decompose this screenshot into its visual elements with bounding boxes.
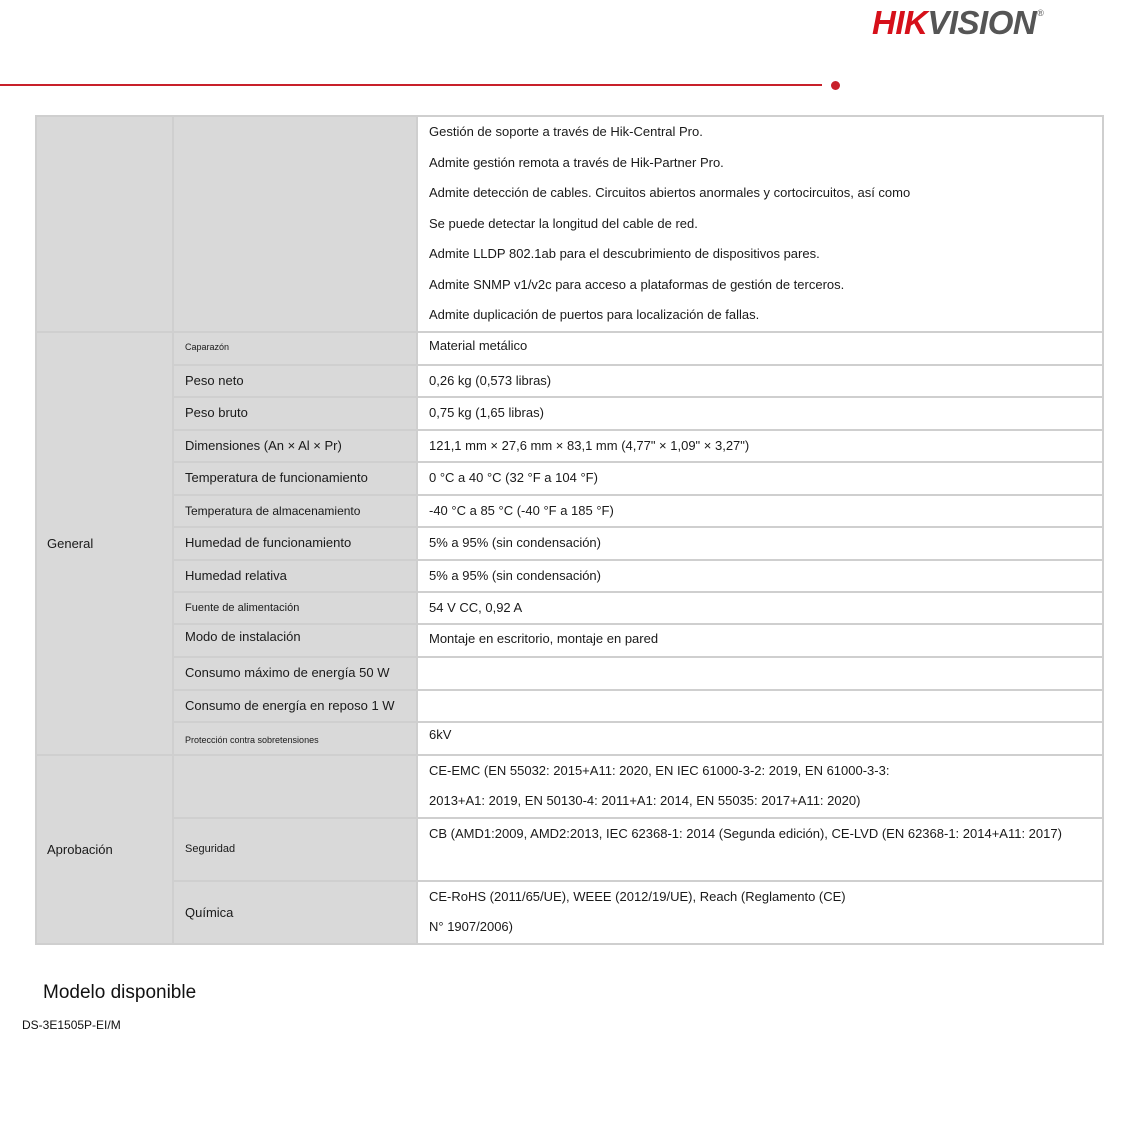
- spec-value: 54 V CC, 0,92 A: [417, 592, 1103, 624]
- spec-value: -40 °C a 85 °C (-40 °F a 185 °F): [417, 495, 1103, 527]
- spec-label: Humedad relativa: [173, 560, 417, 592]
- spec-value: 5% a 95% (sin condensación): [417, 527, 1103, 560]
- value-line: Admite LLDP 802.1ab para el descubrimiento de dispositivos pares.: [429, 246, 820, 261]
- spec-label: Humedad de funcionamiento: [173, 527, 417, 560]
- spec-label: Dimensiones (An × Al × Pr): [173, 430, 417, 462]
- value-line: Admite SNMP v1/v2c para acceso a plataformas de gestión de terceros.: [429, 276, 845, 292]
- value-line: Gestión de soporte a través de Hik-Central Pro.: [429, 124, 703, 139]
- spec-row: [36, 690, 1103, 722]
- spec-label: Peso neto: [173, 365, 417, 397]
- value-line: Admite duplicación de puertos para localización de fallas.: [429, 307, 760, 322]
- value-line: CE-EMC (EN 55032: 2015+A11: 2020, EN IEC 61000-3-2: 2019, EN 61000-3-3:: [429, 762, 890, 778]
- spec-label: Seguridad: [173, 818, 417, 881]
- spec-value: 5% a 95% (sin condensación): [417, 560, 1103, 592]
- value-line: N° 1907/2006): [429, 919, 513, 934]
- spec-row: [36, 495, 1103, 527]
- spec-row-management: [36, 116, 1103, 332]
- spec-value: 0 °C a 40 °C (32 °F a 104 °F): [417, 462, 1103, 495]
- header-rule-dot: [831, 81, 840, 90]
- spec-label: Química: [173, 881, 417, 944]
- value-line: Se puede detectar la longitud del cable de red.: [429, 215, 698, 231]
- spec-row: [36, 397, 1103, 430]
- spec-row: [36, 755, 1103, 818]
- spec-value: 6kV: [417, 722, 1103, 755]
- spec-value: 0,26 kg (0,573 libras): [417, 365, 1103, 397]
- spec-row: [36, 592, 1103, 624]
- category-cell-blank: [36, 116, 173, 332]
- value-line: Admite gestión remota a través de Hik-Partner Pro.: [429, 154, 724, 170]
- value-line: 2013+A1: 2019, EN 50130-4: 2011+A1: 2014, EN 55035: 2017+A11: 2020): [429, 793, 861, 808]
- spec-row: [36, 462, 1103, 495]
- spec-label: Protección contra sobretensiones: [173, 722, 417, 755]
- spec-label: Temperatura de almacenamiento: [173, 495, 417, 527]
- spec-value: [417, 818, 1103, 881]
- available-model-heading: Modelo disponible: [43, 982, 197, 1003]
- spec-row: [36, 527, 1103, 560]
- spec-row: [36, 818, 1103, 881]
- spec-label: Consumo máximo de energía 50 W: [173, 657, 417, 690]
- spec-value: Montaje en escritorio, montaje en pared: [417, 624, 1103, 657]
- spec-value: 0,75 kg (1,65 libras): [417, 397, 1103, 430]
- spec-row: [36, 430, 1103, 462]
- value-line: CE-RoHS (2011/65/UE), WEEE (2012/19/UE), Reach (Reglamento (CE): [429, 888, 846, 904]
- spec-row: [36, 560, 1103, 592]
- value-line: CB (AMD1:2009, AMD2:2013, IEC 62368-1: 2014 (Segunda edición), CE-LVD (EN 62368-1: 2014+A11: 2017): [429, 825, 1062, 841]
- spec-label: Temperatura de funcionamiento: [173, 462, 417, 495]
- spec-label: Fuente de alimentación: [173, 592, 417, 624]
- spec-value: [417, 881, 1103, 944]
- spec-label: Consumo de energía en reposo 1 W: [173, 690, 417, 722]
- spec-table: [35, 115, 1104, 945]
- spec-value: [417, 755, 1103, 818]
- value-line: Admite detección de cables. Circuitos abiertos anormales y cortocircuitos, así como: [429, 185, 911, 200]
- header-rule: [0, 84, 822, 86]
- available-model-name: DS-3E1505P-EI/M: [22, 1018, 121, 1032]
- spec-value: [417, 690, 1103, 722]
- spec-value: Material metálico: [417, 332, 1103, 365]
- spec-row: [36, 722, 1103, 755]
- spec-row: [36, 332, 1103, 365]
- category-general: General: [36, 332, 173, 755]
- spec-row: [36, 881, 1103, 944]
- category-approval: Aprobación: [36, 755, 173, 944]
- sublabel-cell-blank: [173, 116, 417, 332]
- spec-label: Peso bruto: [173, 397, 417, 430]
- spec-row: [36, 624, 1103, 657]
- spec-value: [417, 657, 1103, 690]
- hikvision-logo: HIKVISION®: [872, 4, 1044, 41]
- spec-row: [36, 365, 1103, 397]
- spec-value: 121,1 mm × 27,6 mm × 83,1 mm (4,77" × 1,09" × 3,27"): [417, 430, 1103, 462]
- spec-row: [36, 657, 1103, 690]
- spec-label: Modo de instalación: [173, 624, 417, 657]
- management-value-cell: [417, 116, 1103, 332]
- spec-label: [173, 755, 417, 818]
- spec-label: Caparazón: [173, 332, 417, 365]
